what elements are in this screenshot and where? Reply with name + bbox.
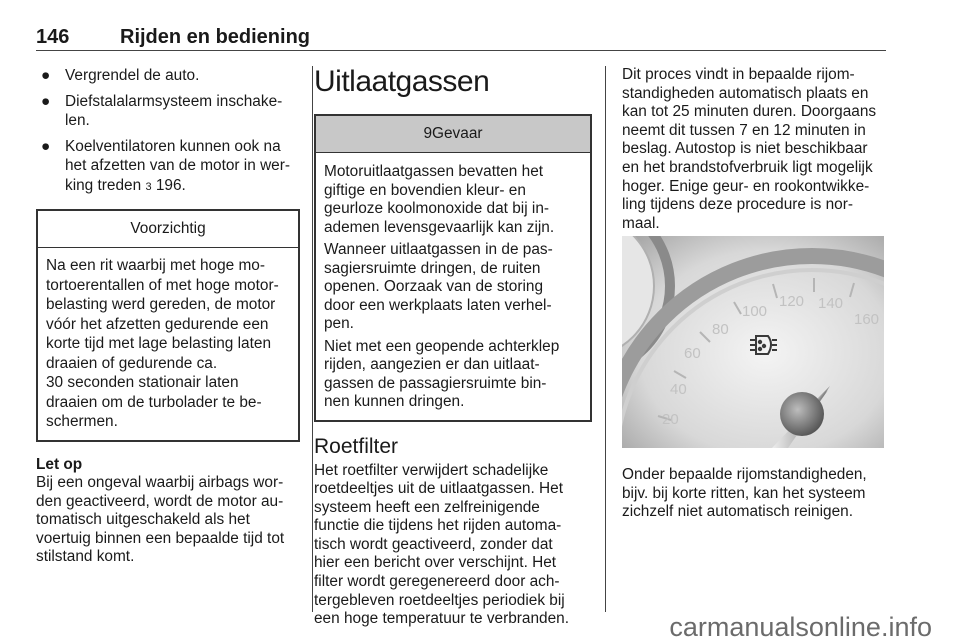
speedometer-illustration: [622, 236, 884, 448]
subsection-heading: Roetfilter: [314, 434, 399, 458]
caution-title: Voorzichtig: [38, 211, 298, 248]
bullet-icon: ●: [41, 92, 51, 110]
note-block: Let op Bij een ongeval waarbij airbags wor- den geactiveerd, wordt de motor au- tomatisch uitgeschakeld als het voertuig binnen een bepaalde tijd tot stilstand komt.: [36, 456, 300, 567]
bullet-list: [36, 66, 300, 197]
gauge-label: 100: [742, 303, 768, 320]
danger-box: [314, 114, 592, 422]
column-2: [314, 60, 592, 629]
page-number: 146: [36, 26, 70, 48]
column-3: Dit proces vindt in bepaalde rijom- standigheden automatisch plaats en kan tot 25 minuten duren. Doorgaans neemt dit tussen 7 en 12 minuten in beslag. Autostop is niet beschikbaar en het brandstofverbruik ligt mogelijk hoger. Enige geur- en rookontwikke- ling tijdens deze procedure is nor- maal.: [622, 66, 877, 232]
instrument-cluster-photo: [622, 236, 884, 448]
header-rule: [36, 50, 886, 51]
bullet-icon: ●: [41, 67, 51, 84]
page-header: [36, 26, 886, 50]
page-reference-link[interactable]: 196.: [155, 176, 186, 194]
warning-triangle-icon: 9: [423, 125, 433, 142]
gauge-label: 40: [670, 381, 687, 398]
caution-box: [36, 209, 300, 442]
column-1: [36, 66, 300, 567]
bullet-icon: ●: [41, 137, 51, 155]
list-item: ● Koelventilatoren kunnen ook na het afzetten van de motor in wer- king treden 3 196.: [41, 137, 290, 194]
gauge-label: 20: [662, 411, 679, 428]
page-reference-arrow-icon: 3: [145, 180, 152, 193]
gauge-label: 120: [779, 293, 805, 310]
caution-text: Na een rit waarbij met hoge mo- tortoerentallen of met hoge motor- belasting werd gereden, de motor vóór het afzetten gedurende een korte tijd met lage belasting laten draaien of gedurende ca. 30 seconden stationair laten draaien om de turbolader te be- schermen.: [46, 257, 279, 430]
danger-header: [316, 116, 590, 153]
gauge-label: 160: [854, 311, 880, 328]
gauge-label: 60: [684, 345, 701, 362]
list-item: ● Diefstalalarmsysteem inschake- len.: [41, 92, 283, 129]
column-divider: [605, 66, 606, 612]
watermark: carmanualsonline.info: [669, 612, 932, 642]
section-heading: Uitlaatgassen: [314, 65, 490, 98]
gauge-label: 80: [712, 321, 729, 338]
chapter-title: Rijden en bediening: [120, 26, 311, 48]
gauge-label: 140: [818, 295, 844, 312]
roetfilter-body: Het roetfilter verwijdert schadelijke roetdeeltjes uit de uitlaatgassen. Het systeem heeft een zelfreinigende functie die tijdens het rijden automa- tisch wordt geactiveerd, zonder dat hier een bericht over verschijnt. Het filter wordt geregenereerd door ach- tergebleven roetdeeltjes periodiek bij een hoge temperatuur te verbranden.: [314, 461, 569, 628]
column-divider: [312, 66, 313, 612]
note-title: Let op: [36, 455, 83, 473]
list-item: ● Vergrendel de auto.: [41, 67, 200, 84]
danger-title: Gevaar: [432, 125, 483, 142]
column-3-bottom: Onder bepaalde rijomstandigheden, bijv. bij korte ritten, kan het systeem zichzelf niet automatisch reinigen.: [622, 466, 867, 521]
danger-text: Motoruitlaatgassen bevatten het giftige en bovendien kleur- en geurloze koolmonoxide dat bij in- ademen levensgevaarlijk kan zijn. Wanneer uitlaatgassen in de pas- sagiersruimte dringen, de ruiten openen. Oorzaak van de storing door een werkplaats laten verhel- pen. Niet met een geopende achterklep rijden, aangezien er dan uitlaat- gassen de passagiersruimte bin- nen kunnen dringen.: [324, 163, 560, 410]
needle-hub: [780, 392, 824, 436]
